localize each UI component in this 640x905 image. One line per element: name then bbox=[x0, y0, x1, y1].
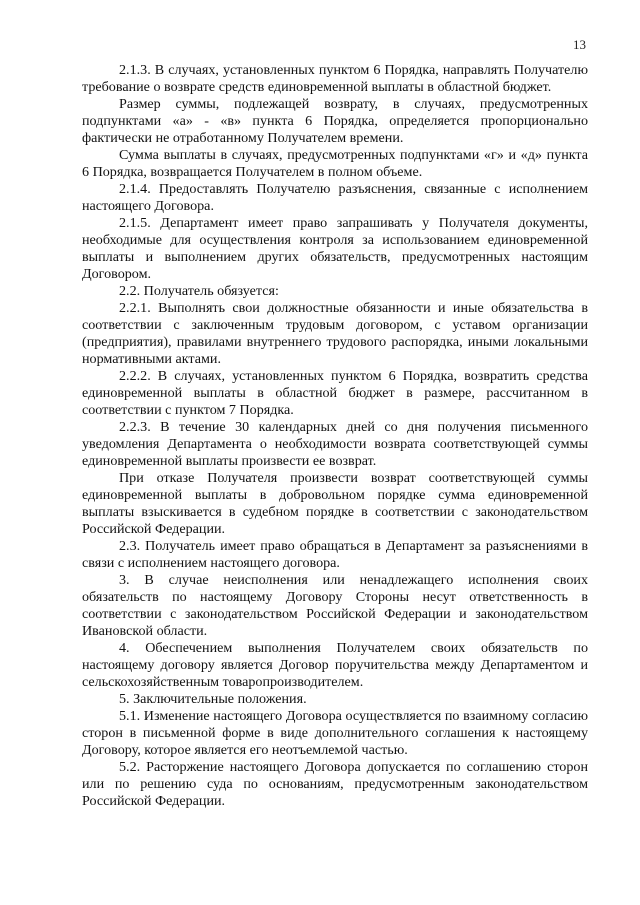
document-body bbox=[82, 62, 588, 810]
paragraph-2-3: 2.3. Получатель имеет право обращаться в Департамент за разъяснениями в связи с исполнением настоящего договора. bbox=[82, 538, 588, 571]
paragraph-refusal: При отказе Получателя произвести возврат соответствующей суммы единовременной выплаты в добровольном порядке сумма единовременной выплаты взыскивается в судебном порядке в соответствии с законодательством Российской Федерации. bbox=[82, 470, 588, 537]
paragraph-full-refund: Сумма выплаты в случаях, предусмотренных подпунктами «г» и «д» пункта 6 Порядка, возвращается Получателем в полном объеме. bbox=[82, 147, 588, 180]
paragraph-2-2-2: 2.2.2. В случаях, установленных пунктом 6 Порядка, возвратить средства единовременной выплаты в областной бюджет в размере, рассчитанном в соответствии с пунктом 7 Порядка. bbox=[82, 368, 588, 418]
paragraph-2-1-3: 2.1.3. В случаях, установленных пунктом 6 Порядка, направлять Получателю требование о возврате средств единовременной выплаты в областной бюджет. bbox=[82, 62, 588, 95]
paragraph-2-2-1: 2.2.1. Выполнять свои должностные обязанности и иные обязательства в соответствии с заключенным трудовым договором, с уставом организации (предприятия), правилами внутреннего трудового распорядка, иными локальными нормативными актами. bbox=[82, 300, 588, 367]
page-number: 13 bbox=[573, 37, 586, 52]
paragraph-5-1: 5.1. Изменение настоящего Договора осуществляется по взаимному согласию сторон в письменной форме в виде дополнительного соглашения к настоящему Договору, которое является его неотъемлемой частью. bbox=[82, 708, 588, 758]
paragraph-3: 3. В случае неисполнения или ненадлежащего исполнения своих обязательств по настоящему Договору Стороны несут ответственность в соответствии с законодательством Российской Федерации и законодательством Ивановской области. bbox=[82, 572, 588, 639]
paragraph-5: 5. Заключительные положения. bbox=[119, 691, 307, 707]
paragraph-4: 4. Обеспечением выполнения Получателем своих обязательств по настоящему договору является Договор поручительства между Департаментом и сельскохозяйственным товаропроизводителем. bbox=[82, 640, 588, 690]
paragraph-2-2: 2.2. Получатель обязуется: bbox=[119, 283, 279, 299]
paragraph-2-1-4: 2.1.4. Предоставлять Получателю разъяснения, связанные с исполнением настоящего Договора. bbox=[82, 181, 588, 214]
paragraph-5-2: 5.2. Расторжение настоящего Договора допускается по соглашению сторон или по решению суда по основаниям, предусмотренным законодательством Российской Федерации. bbox=[82, 759, 588, 809]
paragraph-2-2-3: 2.2.3. В течение 30 календарных дней со дня получения письменного уведомления Департамента о необходимости возврата соответствующей суммы единовременной выплаты произвести ее возврат. bbox=[82, 419, 588, 469]
paragraph-refund-amount: Размер суммы, подлежащей возврату, в случаях, предусмотренных подпунктами «а» - «в» пункта 6 Порядка, определяется пропорционально фактически не отработанному Получателем времени. bbox=[82, 96, 588, 146]
paragraph-2-1-5: 2.1.5. Департамент имеет право запрашивать у Получателя документы, необходимые для осуществления контроля за использованием единовременной выплаты и выполнением других обязательств, предусмотренных настоящим Договором. bbox=[82, 215, 588, 282]
